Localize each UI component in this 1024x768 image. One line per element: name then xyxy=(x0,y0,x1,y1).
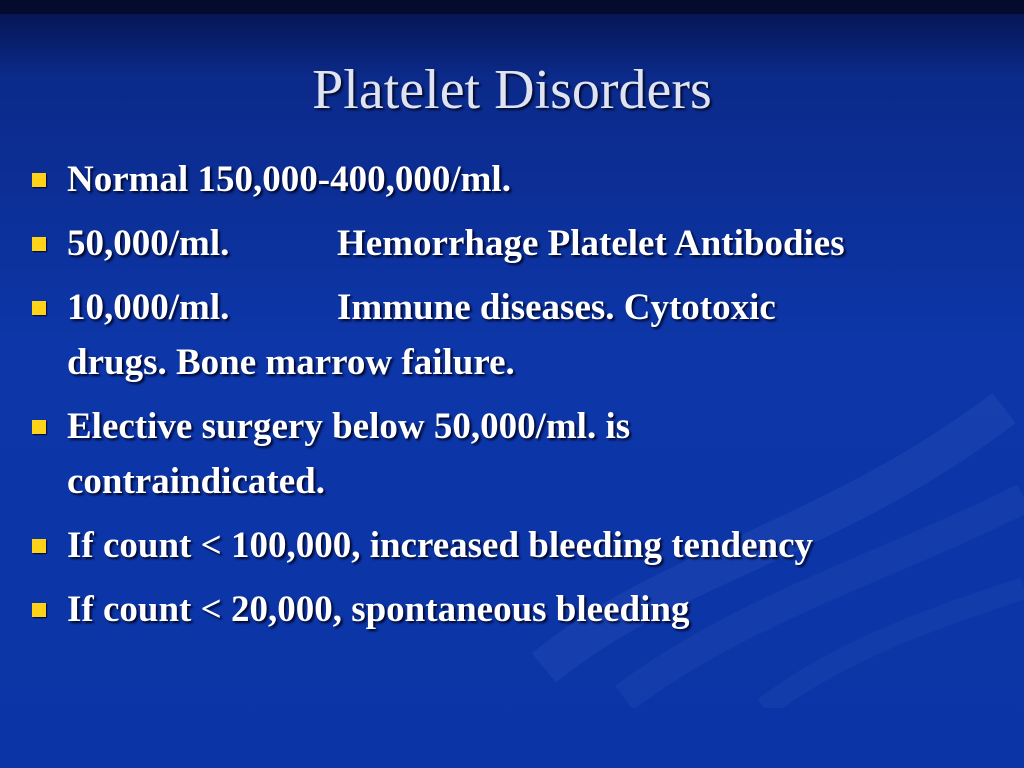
bullet-text: Immune diseases. Cytotoxic xyxy=(337,287,776,328)
bullet-count-label: 10,000/ml. xyxy=(67,287,230,328)
bullet-text: Elective surgery below 50,000/ml. is xyxy=(67,406,631,447)
bullet-text: If count < 20,000, spontaneous bleeding xyxy=(67,589,690,630)
bullet-text: Hemorrhage Platelet Antibodies xyxy=(337,223,845,264)
bullet-square-icon xyxy=(32,603,46,617)
bullet-square-icon xyxy=(32,237,46,251)
bullet-square-icon xyxy=(32,301,46,315)
bullet-square-icon xyxy=(32,420,46,434)
bullet-item xyxy=(30,280,1000,390)
bullet-text: If count < 100,000, increased bleeding tendency xyxy=(67,525,814,566)
bullet-square-icon xyxy=(32,173,46,187)
bullet-text: Normal 150,000-400,000/ml. xyxy=(67,159,511,200)
bullet-square-icon xyxy=(32,539,46,553)
bullet-item xyxy=(30,216,1000,271)
bullet-item xyxy=(30,518,1000,573)
bullet-count-label: 50,000/ml. xyxy=(67,223,230,264)
slide-top-band xyxy=(0,0,1024,14)
bullet-continuation: contraindicated. xyxy=(67,461,325,502)
bullet-list xyxy=(30,152,1000,646)
bullet-item xyxy=(30,399,1000,509)
slide-title: Platelet Disorders xyxy=(312,59,712,121)
bullet-item xyxy=(30,582,1000,637)
bullet-item xyxy=(30,152,1000,207)
bullet-continuation: drugs. Bone marrow failure. xyxy=(67,342,515,383)
